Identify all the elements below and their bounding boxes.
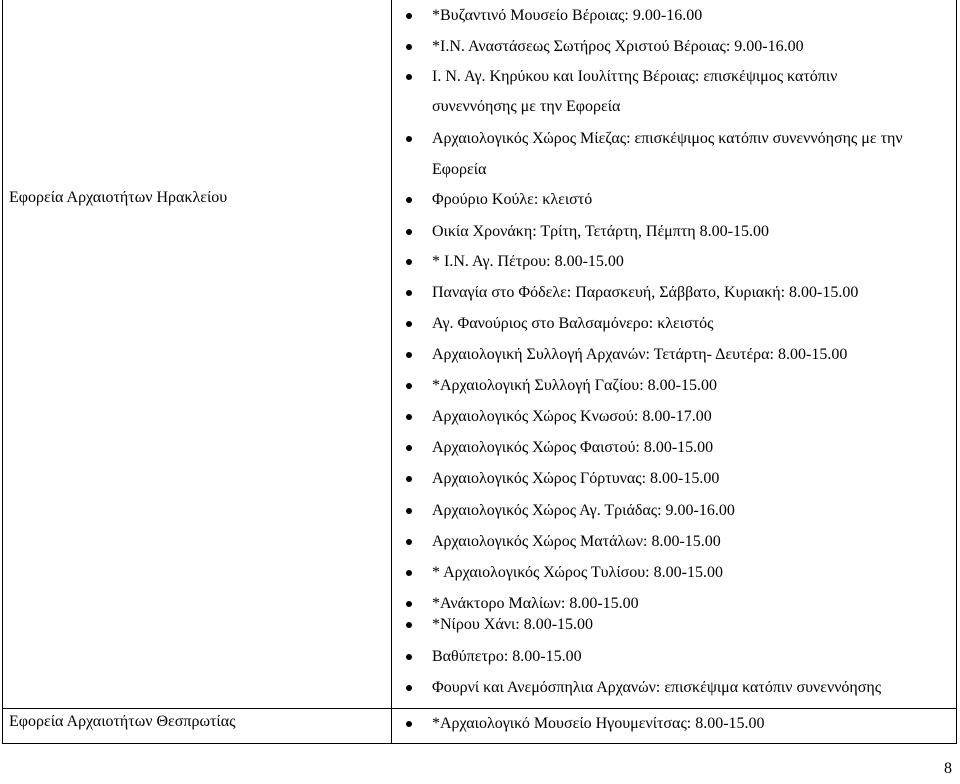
bullet-icon [406,321,412,327]
page-number: 8 [944,760,952,777]
bullet-icon [406,197,412,203]
bullet-icon [406,445,412,451]
sites-cell: *Βυζαντινό Μουσείο Βέροιας: 9.00-16.00 *Ι.Ν. Αναστάσεως Σωτήρος Χριστού Βέροιας: 9.00-16.00 Ι. Ν. Αγ. Κηρύκου και Ιουλίττης Βέροιας: επισκέψιμος κατόπιν συνεννόησης με την Εφορεία Αρχαιολογικός Χώρος Μίεζας: επισκέψιμος κατόπιν συνεννόησης με την Εφορεία Φρούριο Κούλε: κλειστό Οικία Χρονάκη: Τρίτη, Τετάρτη, Πέμπτη 8.00-15.00 * Ι.Ν. Αγ. Πέτρου: 8.00-15.00 Παναγία στο Φόδελε: Παρασκευή, Σάββατο, Κυριακή: 8.00-15.00 Αγ. Φανούριος στο Βαλσαμόνερο: κλειστός Αρχαιολογική Συλλογή Αρχανών: Τετάρτη- Δευτέρα: 8.00-15.00 *Αρχαιολογική Συλλογή Γαζίου: 8.00-15.00 Αρχαιολογικός Χώρος Κνωσού: 8.00-17.00 Αρχαιολογικός Χώρος Φαιστού: 8.00-15.00 Αρχαιολογικός Χώρος Γόρτυνας: 8.00-15.00 Αρχαιολογικός Χώρος Αγ. Τριάδας: 9.00-16.00 Αρχαιολογικός Χώρος Ματάλων: 8.00-15.00 * Αρχαιολογικός Χώρος Τυλίσου: 8.00-15.00 *Ανάκτορο Μαλίων: 8.00-15.00 *Νίρου Χάνι: 8.00-15.00 Βαθύπετρο: 8.00-15.00 Φουρνί και Ανεμόσπηλια Αρχανών: επισκέψιμα κατόπιν συνεννόησης [392,0,956,708]
bullet-icon [406,44,412,50]
table-row [3,0,956,708]
bullet-icon [406,508,412,514]
bullet-icon [406,622,412,628]
bullet-icon [406,229,412,235]
bullet-icon [406,414,412,420]
authority-cell [3,0,392,708]
table-row [3,708,956,743]
bullet-icon [406,136,412,142]
bullet-icon [406,654,412,660]
schedule-table [2,0,957,744]
sites-cell: *Αρχαιολογικό Μουσείο Ηγουμενίτσας: 8.00-15.00 [392,709,956,743]
authority-label: Εφορεία Αρχαιοτήτων Ηρακλείου [9,189,228,206]
authority-label: Εφορεία Αρχαιοτήτων Θεσπρωτίας [9,713,236,730]
bullet-icon [406,685,412,691]
authority-cell [3,709,392,743]
bullet-icon [406,74,412,80]
bullet-icon [406,476,412,482]
bullet-icon [406,601,412,607]
bullet-icon [406,539,412,545]
bullet-icon [406,290,412,296]
bullet-icon [406,259,412,265]
bullet-icon [406,352,412,358]
bullet-icon [406,570,412,576]
bullet-icon [406,13,412,19]
bullet-icon [406,383,412,389]
bullet-icon [406,721,412,727]
